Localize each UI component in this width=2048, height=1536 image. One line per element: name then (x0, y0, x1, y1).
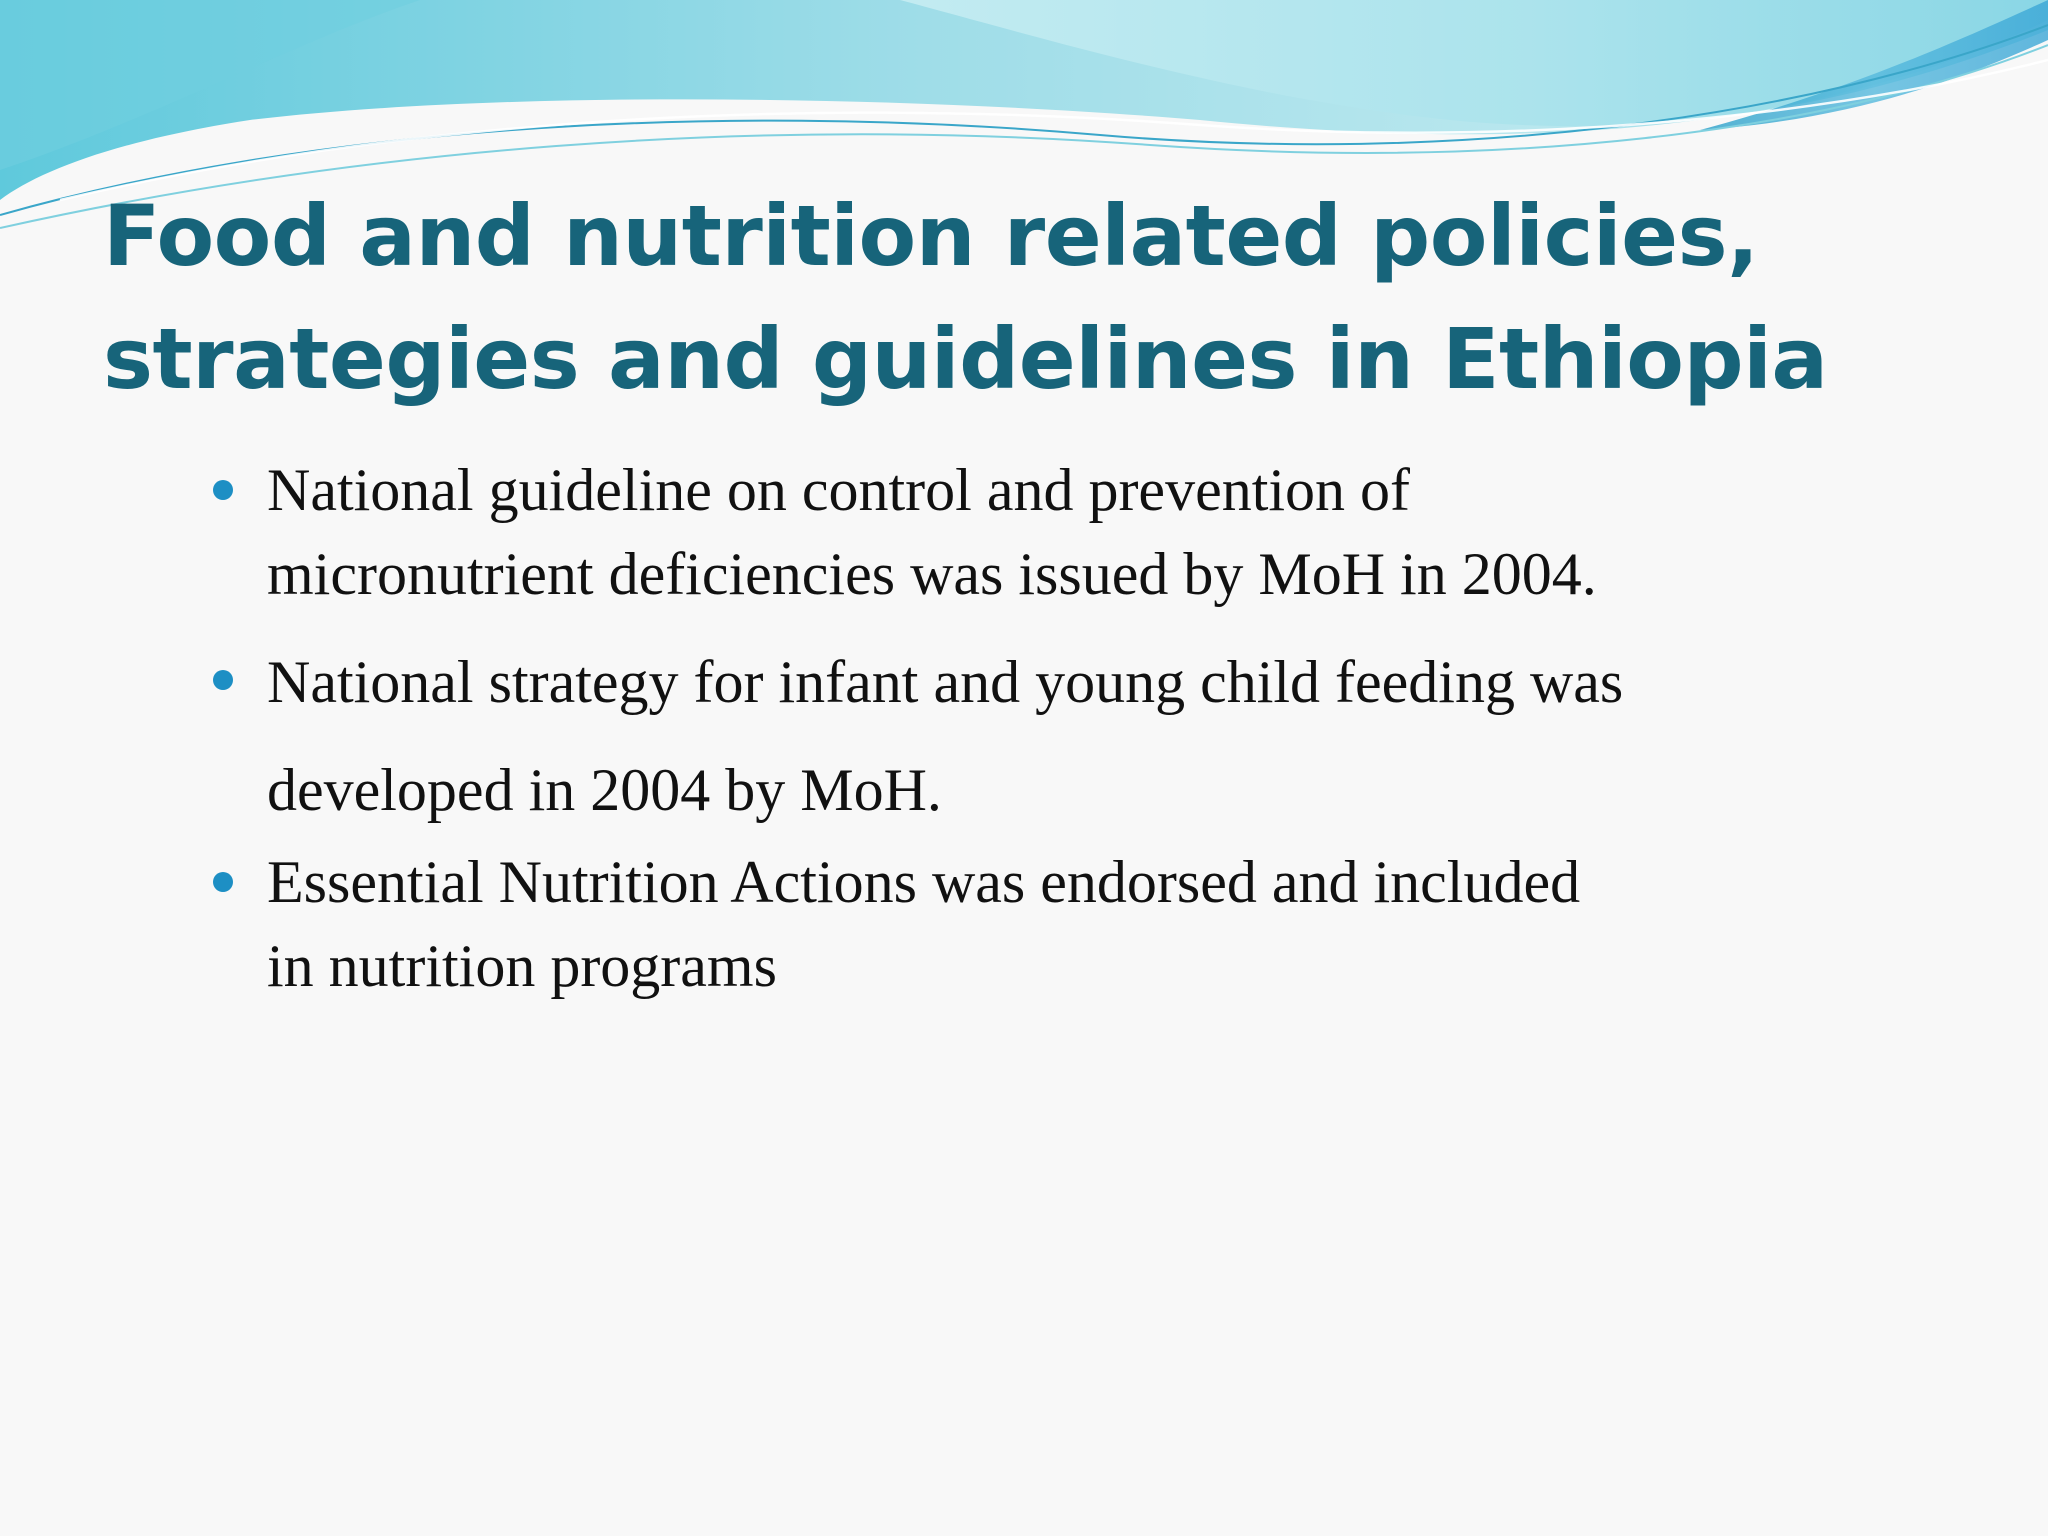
bullet-text-line: developed in 2004 by MoH. (267, 757, 942, 823)
bullet-text-line: National guideline on control and prevention of (267, 457, 1411, 523)
bullet-item (267, 628, 1987, 844)
bullet-marker-icon (213, 480, 233, 500)
bullet-text-line: Essential Nutrition Actions was endorsed and included (267, 849, 1581, 915)
bullet-marker-icon (213, 872, 233, 892)
bullet-marker-icon (213, 670, 233, 690)
bullet-item (267, 448, 1987, 616)
bullet-text-line: National strategy for infant and young child feeding was (267, 649, 1624, 715)
bullet-text-line: in nutrition programs (267, 933, 777, 999)
bullet-item (267, 840, 1987, 1008)
bullet-text-line: micronutrient deficiencies was issued by MoH in 2004. (267, 541, 1597, 607)
slide-title-line-2: strategies and guidelines in Ethiopia (103, 310, 1828, 408)
slide-title-line-1: Food and nutrition related policies, (103, 187, 1759, 285)
